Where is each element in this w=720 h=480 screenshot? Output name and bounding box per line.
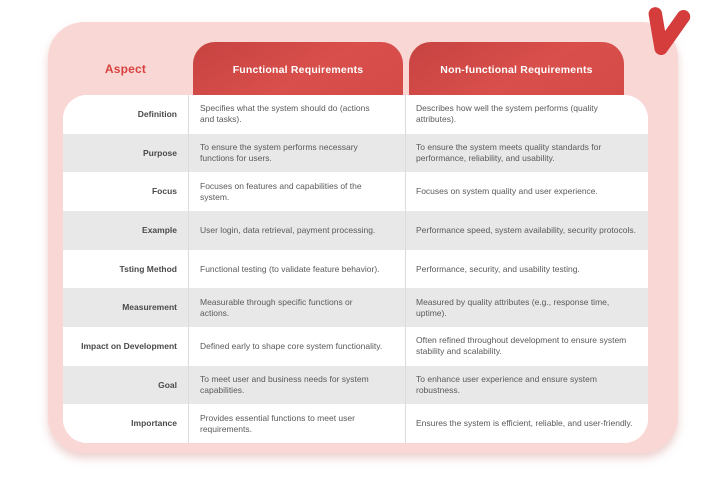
aspect-label: Impact on Development [81,340,177,351]
functional-cell: Measurable through specific functions or actions. [200,296,353,318]
nonfunctional-cell: Performance speed, system availability, security protocols. [416,224,636,235]
table-row-purpose [63,134,648,173]
table-row-focus [63,172,648,211]
nonfunctional-cell: Often refined throughout development to ensure system stability and scalability. [416,335,627,357]
aspect-label: Definition [137,108,177,119]
table-row-measurement [63,288,648,327]
nonfunctional-requirements-header: Non-functional Requirements [409,42,624,98]
nonfunctional-cell: Focuses on system quality and user experience. [416,186,598,197]
column-divider-functional-nonfunctional [405,95,406,443]
functional-cell: To ensure the system performs necessary functions for users. [200,142,358,163]
comparison-table [63,95,648,443]
table-row-impact-on-development [63,327,648,366]
functional-cell: To meet user and business needs for system capabilities. [200,374,369,396]
aspect-label: Focus [151,186,177,197]
nonfunctional-cell: To enhance user experience and ensure system robustness. [416,374,597,396]
table-row-importance [63,404,648,443]
table-row-goal [63,366,648,405]
nonfunctional-cell: Measured by quality attributes (e.g., response time, uptime). [416,296,610,318]
v-logo-icon [638,2,694,64]
functional-cell: Provides essential functions to meet user requirements. [200,412,355,434]
aspect-label: Example [142,224,177,235]
aspect-label: Goal [158,379,177,390]
nonfunctional-cell: To ensure the system meets quality standards for performance, reliability, and usability. [416,142,602,163]
nonfunctional-cell: Performance, security, and usability testing. [416,263,580,274]
aspect-label: Tsting Method [119,263,177,274]
table-row-example [63,211,648,250]
nonfunctional-cell: Describes how well the system performs (quality attributes). [416,103,598,125]
functional-cell: User login, data retrieval, payment processing. [200,224,376,235]
nonfunctional-cell: Ensures the system is efficient, reliable, and user-friendly. [416,418,633,429]
functional-cell: Functional testing (to validate feature behavior). [200,263,380,274]
aspect-label: Importance [131,418,177,429]
functional-cell: Specifies what the system should do (actions and tasks). [200,103,370,125]
column-divider-aspect-functional [188,95,189,443]
functional-requirements-header: Functional Requirements [193,42,403,98]
aspect-label: Purpose [142,147,177,158]
aspect-label: Measurement [122,302,177,313]
table-row-testing-method [63,250,648,289]
functional-cell: Focuses on features and capabilities of the system. [200,180,362,202]
functional-cell: Defined early to shape core system functionality. [200,340,383,351]
aspect-column-header: Aspect [104,61,147,76]
table-row-definition [63,95,648,134]
